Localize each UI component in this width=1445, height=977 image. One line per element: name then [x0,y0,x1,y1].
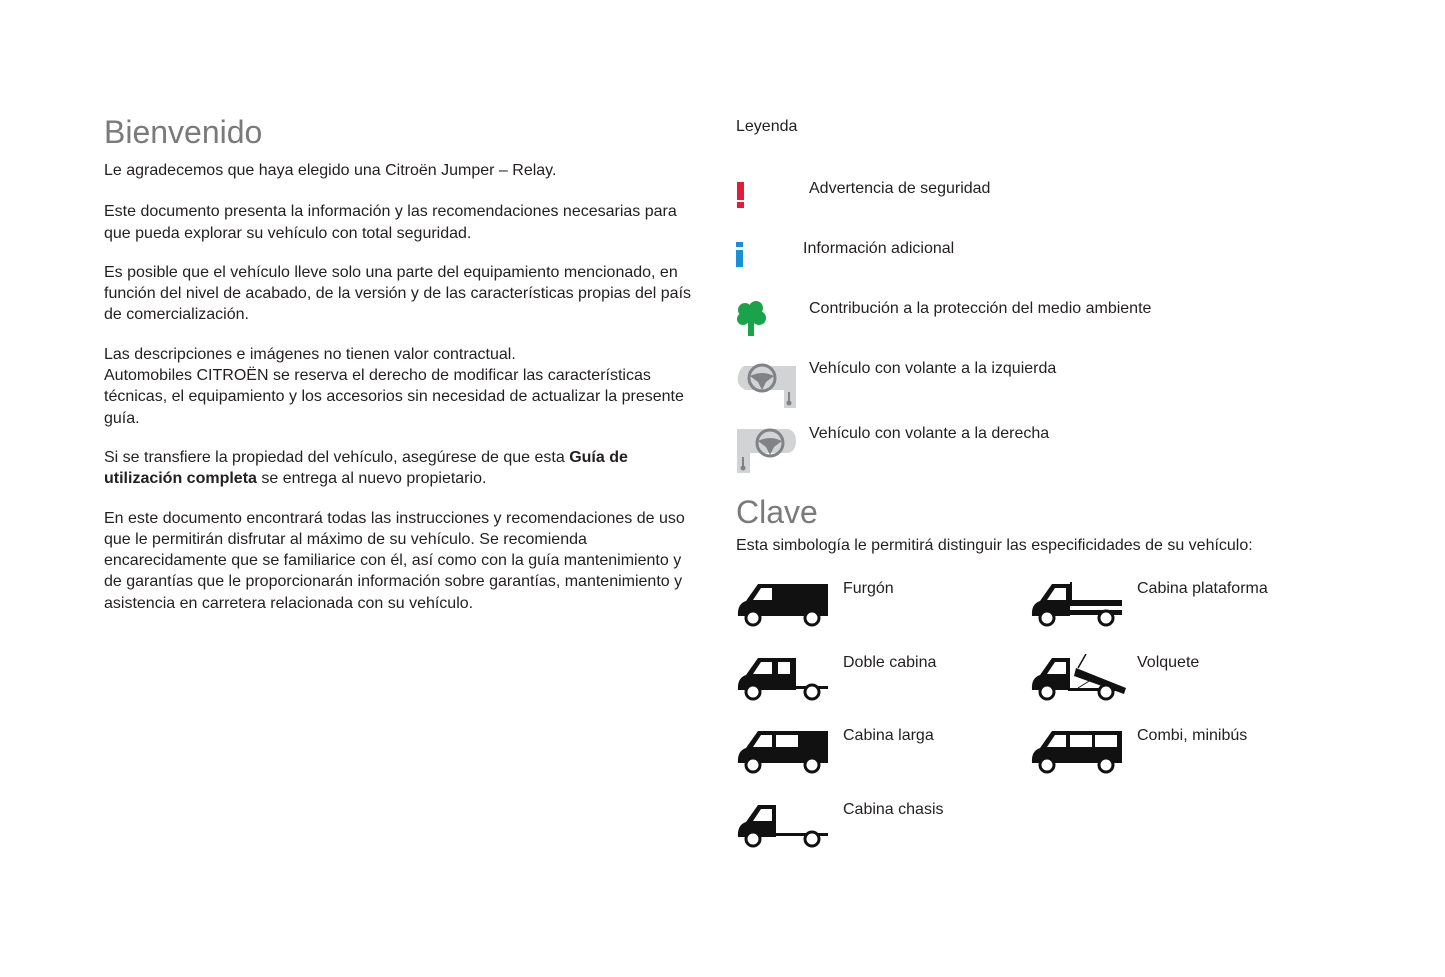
intro-text: Le agradecemos que haya elegido una Citroën Jumper – Relay. [104,162,557,179]
double-cab-icon [736,654,836,704]
tree-icon [736,300,768,338]
guide-name: Guía de utilización completa [104,448,628,488]
vehicle-type-label: Doble cabina [843,654,937,671]
legend-label: Vehículo con volante a la izquierda [809,360,1057,377]
warning-icon [736,180,748,210]
tipper-icon [1030,654,1130,704]
legend-title: Leyenda [736,118,798,135]
key-subtitle: Esta simbología le permitirá distinguir las especificidades de su vehículo: [736,537,1253,554]
minibus-icon [1030,727,1130,777]
key-title: Clave [736,494,818,530]
platform-cab-icon [1030,580,1130,630]
legend-label: Advertencia de seguridad [809,180,991,197]
legend-label: Contribución a la protección del medio ambiente [809,300,1152,317]
paragraph: Este documento presenta la información y las recomendaciones necesarias para que pueda explorar su vehículo con total seguridad. [104,203,677,242]
text: se entrega al nuevo propietario. [256,470,487,488]
vehicle-type-label: Volquete [1137,654,1200,671]
welcome-section [104,114,694,632]
left-hand-drive-icon [736,360,798,410]
crew-van-icon [736,727,836,777]
paragraph [104,344,694,429]
vehicle-type-label: Cabina chasis [843,801,944,818]
legend-label: Vehículo con volante a la derecha [809,425,1050,442]
paragraph [104,447,694,490]
legend-label: Información adicional [803,240,955,257]
van-icon [736,580,836,630]
vehicle-type-label: Cabina larga [843,727,934,744]
paragraph: Es posible que el vehículo lleve solo una parte del equipamiento mencionado, en función del nivel de acabado, de la versión y de las características propias del país de comercialización. [104,263,692,324]
right-hand-drive-icon [736,425,798,475]
vehicle-type-label: Combi, minibús [1137,727,1248,744]
paragraph-line: Automobiles CITROËN se reserva el derecho de modificar las características técnicas, el equipamiento y los accesorios sin necesidad de actualizar la presente guía. [104,367,684,427]
chassis-cab-icon [736,801,836,851]
paragraph-line: Las descripciones e imágenes no tienen valor contractual. [104,345,516,363]
paragraph: En este documento encontrará todas las instrucciones y recomendaciones de uso que le permitirán disfrutar al máximo de su vehículo. Se recomienda encarecidamente que se familiarice con él, así como con la guía mantenimiento y de garantías que le proporcionarán información sobre garantías, mantenimiento y asistencia en carretera relacionada con su vehículo. [104,509,685,612]
vehicle-type-label: Cabina plataforma [1137,580,1268,597]
page-title: Bienvenido [104,114,263,150]
text: Si se transfiere la propiedad del vehículo, asegúrese de que esta [104,448,570,466]
vehicle-type-label: Furgón [843,580,894,597]
info-icon [736,240,748,270]
